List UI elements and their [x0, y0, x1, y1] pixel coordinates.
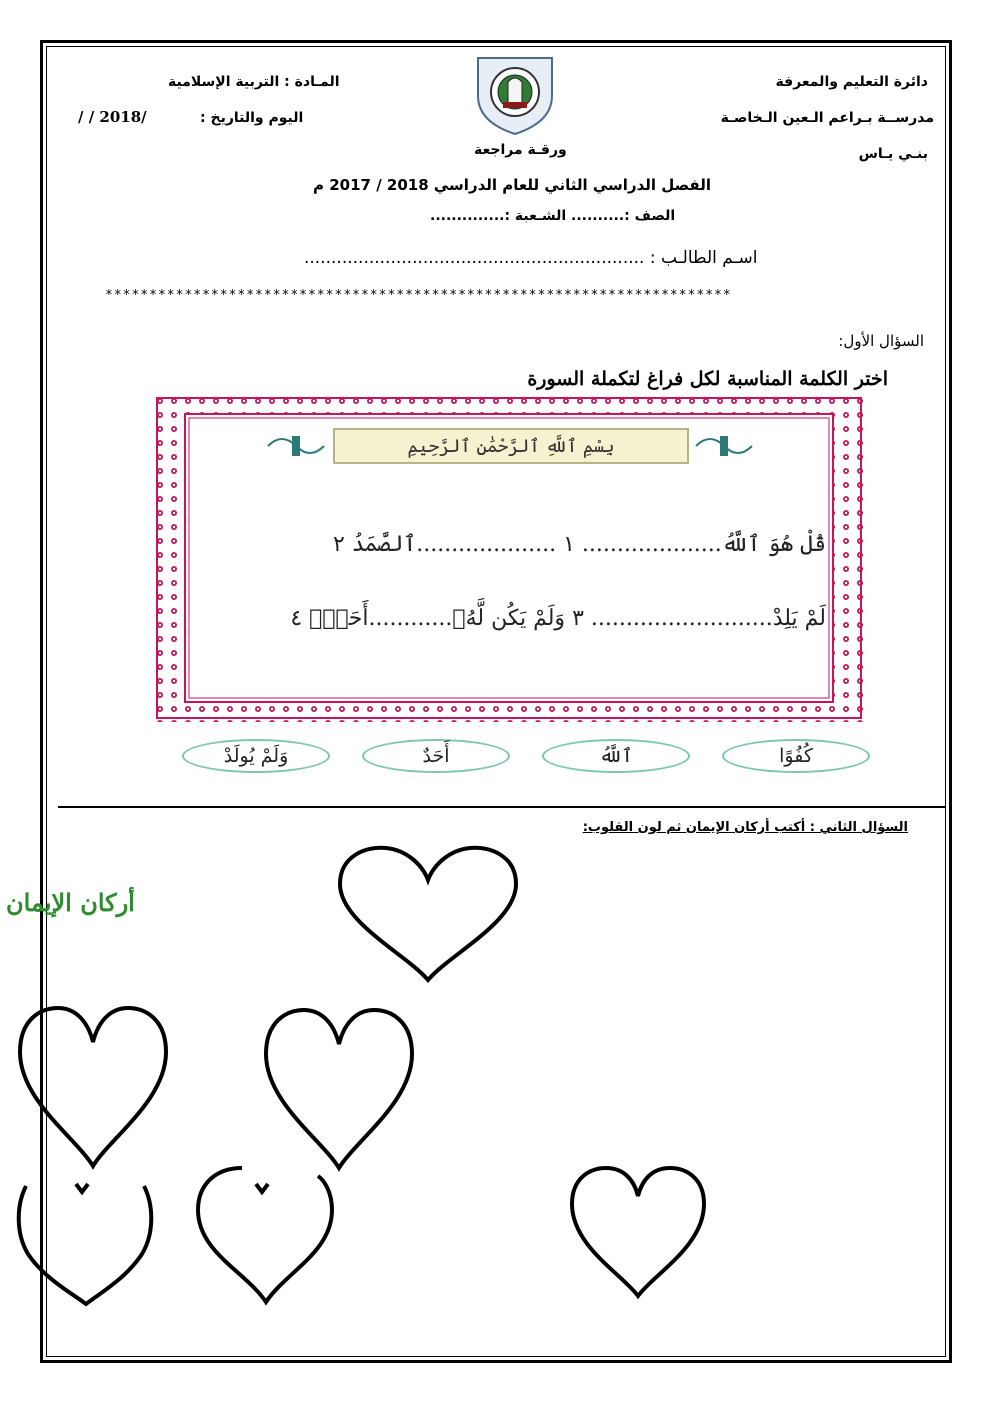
ornament-left-icon [266, 430, 328, 462]
sheet-title: ورقـة مراجعة [474, 142, 567, 158]
heart-1-icon[interactable] [336, 844, 520, 984]
star-separator: *********************************************************************** [105, 288, 732, 303]
heart-3-icon[interactable] [262, 1006, 416, 1172]
ornament-right-icon [694, 430, 756, 462]
choice-allah[interactable]: ٱللَّهُ [542, 739, 690, 773]
choice-kufuwan[interactable]: كُفُوًا [722, 739, 870, 773]
heart-6-icon[interactable] [568, 1164, 708, 1300]
header-date-label: اليوم والتاريخ : [200, 110, 304, 126]
q2-title: السؤال الثاني : أكتب أركان الإيمان ثم لون القلوب: [582, 820, 908, 835]
side-label: أركان الإيمان [6, 888, 135, 917]
semester-line: الفصل الدراسي الثاني للعام الدراسي 2018 / 2017 م [313, 176, 711, 194]
surah-line-2: لَمْ يَلِدْ.......................... ٣ وَلَمْ يَكُن لَّهُۥ............أَحَدٌۢ ٤ [290, 606, 826, 631]
header-school: مدرســة بـراعم الـعين الـخاصـة [720, 110, 934, 126]
class-section-line: الصف :.......... الشـعبة :.............. [430, 208, 676, 224]
section-separator [58, 806, 946, 808]
q1-instruction: اختر الكلمة المناسبة لكل فراغ لتكملة السورة [527, 368, 888, 390]
basmala-banner: بِسْمِ ٱللَّهِ ٱلرَّحْمَٰنِ ٱلرَّحِيمِ [333, 428, 689, 464]
q1-title: السؤال الأول: [838, 332, 924, 350]
heart-4-icon[interactable] [14, 1176, 156, 1308]
choice-ahad[interactable]: أَحَدٌ [362, 739, 510, 773]
header-date-value: / / 2018/ [78, 108, 147, 126]
school-logo [470, 52, 560, 136]
student-name-line: اسـم الطالـب : ............................................................... [304, 248, 758, 268]
heart-2-icon[interactable] [16, 1004, 170, 1170]
surah-line-1: قُلْ هُوَ ٱللَّهُ.................... ١ ....................ٱلصَّمَدُ ٢ [332, 532, 826, 557]
header-city: بنـي يـاس [858, 146, 928, 162]
header-subject: المـادة : التربية الإسلامية [168, 74, 340, 90]
header-dept: دائرة التعليم والمعرفة [775, 74, 928, 90]
choice-walam-yulad[interactable]: وَلَمْ يُولَدْ [182, 739, 330, 773]
heart-5-icon[interactable] [192, 1162, 338, 1306]
